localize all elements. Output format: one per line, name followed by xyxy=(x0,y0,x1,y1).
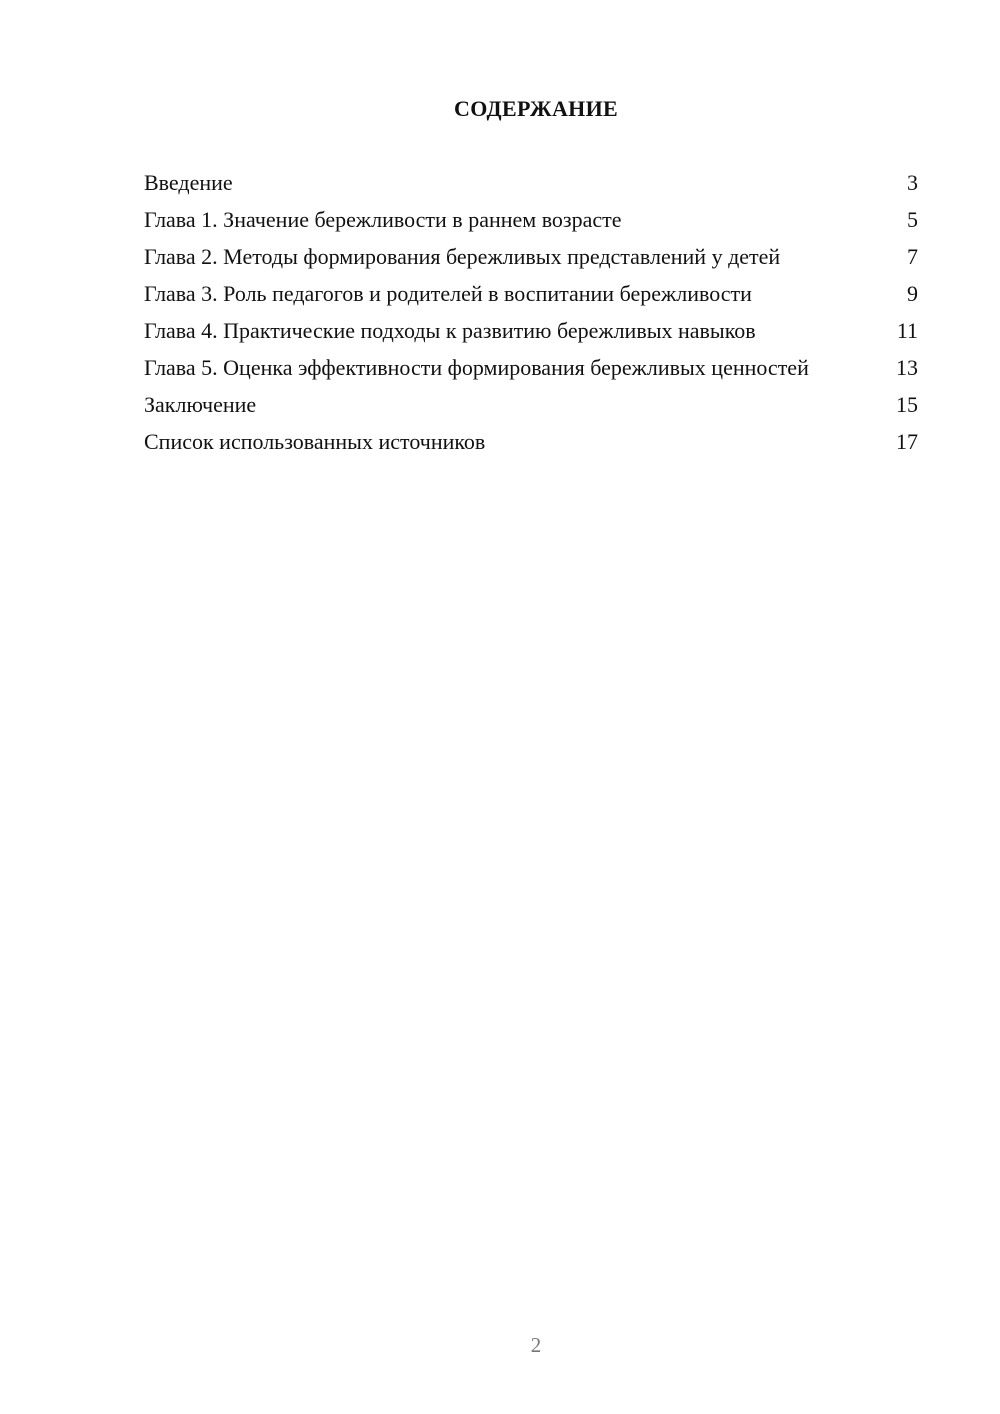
toc-list xyxy=(144,170,918,466)
toc-entry-page: 17 xyxy=(896,429,918,454)
toc-entry-label: Введение xyxy=(144,170,233,195)
toc-entry-label: Заключение xyxy=(144,392,257,417)
toc-entry-page: 11 xyxy=(896,318,918,343)
toc-entry xyxy=(144,207,918,233)
toc-entry-label: Глава 4. Практические подходы к развитию бережливых навыков xyxy=(144,318,756,343)
toc-entry xyxy=(144,170,918,196)
toc-entry xyxy=(144,318,918,344)
toc-entry-page: 7 xyxy=(907,244,918,269)
toc-entry xyxy=(144,281,918,307)
toc-entry-label: Список использованных источников xyxy=(144,429,486,454)
toc-entry-label: Глава 5. Оценка эффективности формирования бережливых ценностей xyxy=(144,355,809,380)
toc-entry xyxy=(144,355,918,381)
page-number: 2 xyxy=(530,1333,542,1357)
toc-entry-page: 5 xyxy=(907,207,918,232)
toc-entry-label: Глава 3. Роль педагогов и родителей в воспитании бережливости xyxy=(144,281,752,306)
toc-entry xyxy=(144,392,918,418)
toc-entry xyxy=(144,429,918,455)
toc-entry-label: Глава 1. Значение бережливости в раннем возрасте xyxy=(144,207,622,232)
toc-entry-page: 15 xyxy=(896,392,918,417)
toc-entry xyxy=(144,244,918,270)
toc-title: СОДЕРЖАНИЕ xyxy=(454,96,618,121)
toc-entry-page: 3 xyxy=(907,170,918,195)
toc-entry-label: Глава 2. Методы формирования бережливых представлений у детей xyxy=(144,244,781,269)
toc-entry-page: 9 xyxy=(907,281,918,306)
toc-entry-page: 13 xyxy=(896,355,918,380)
